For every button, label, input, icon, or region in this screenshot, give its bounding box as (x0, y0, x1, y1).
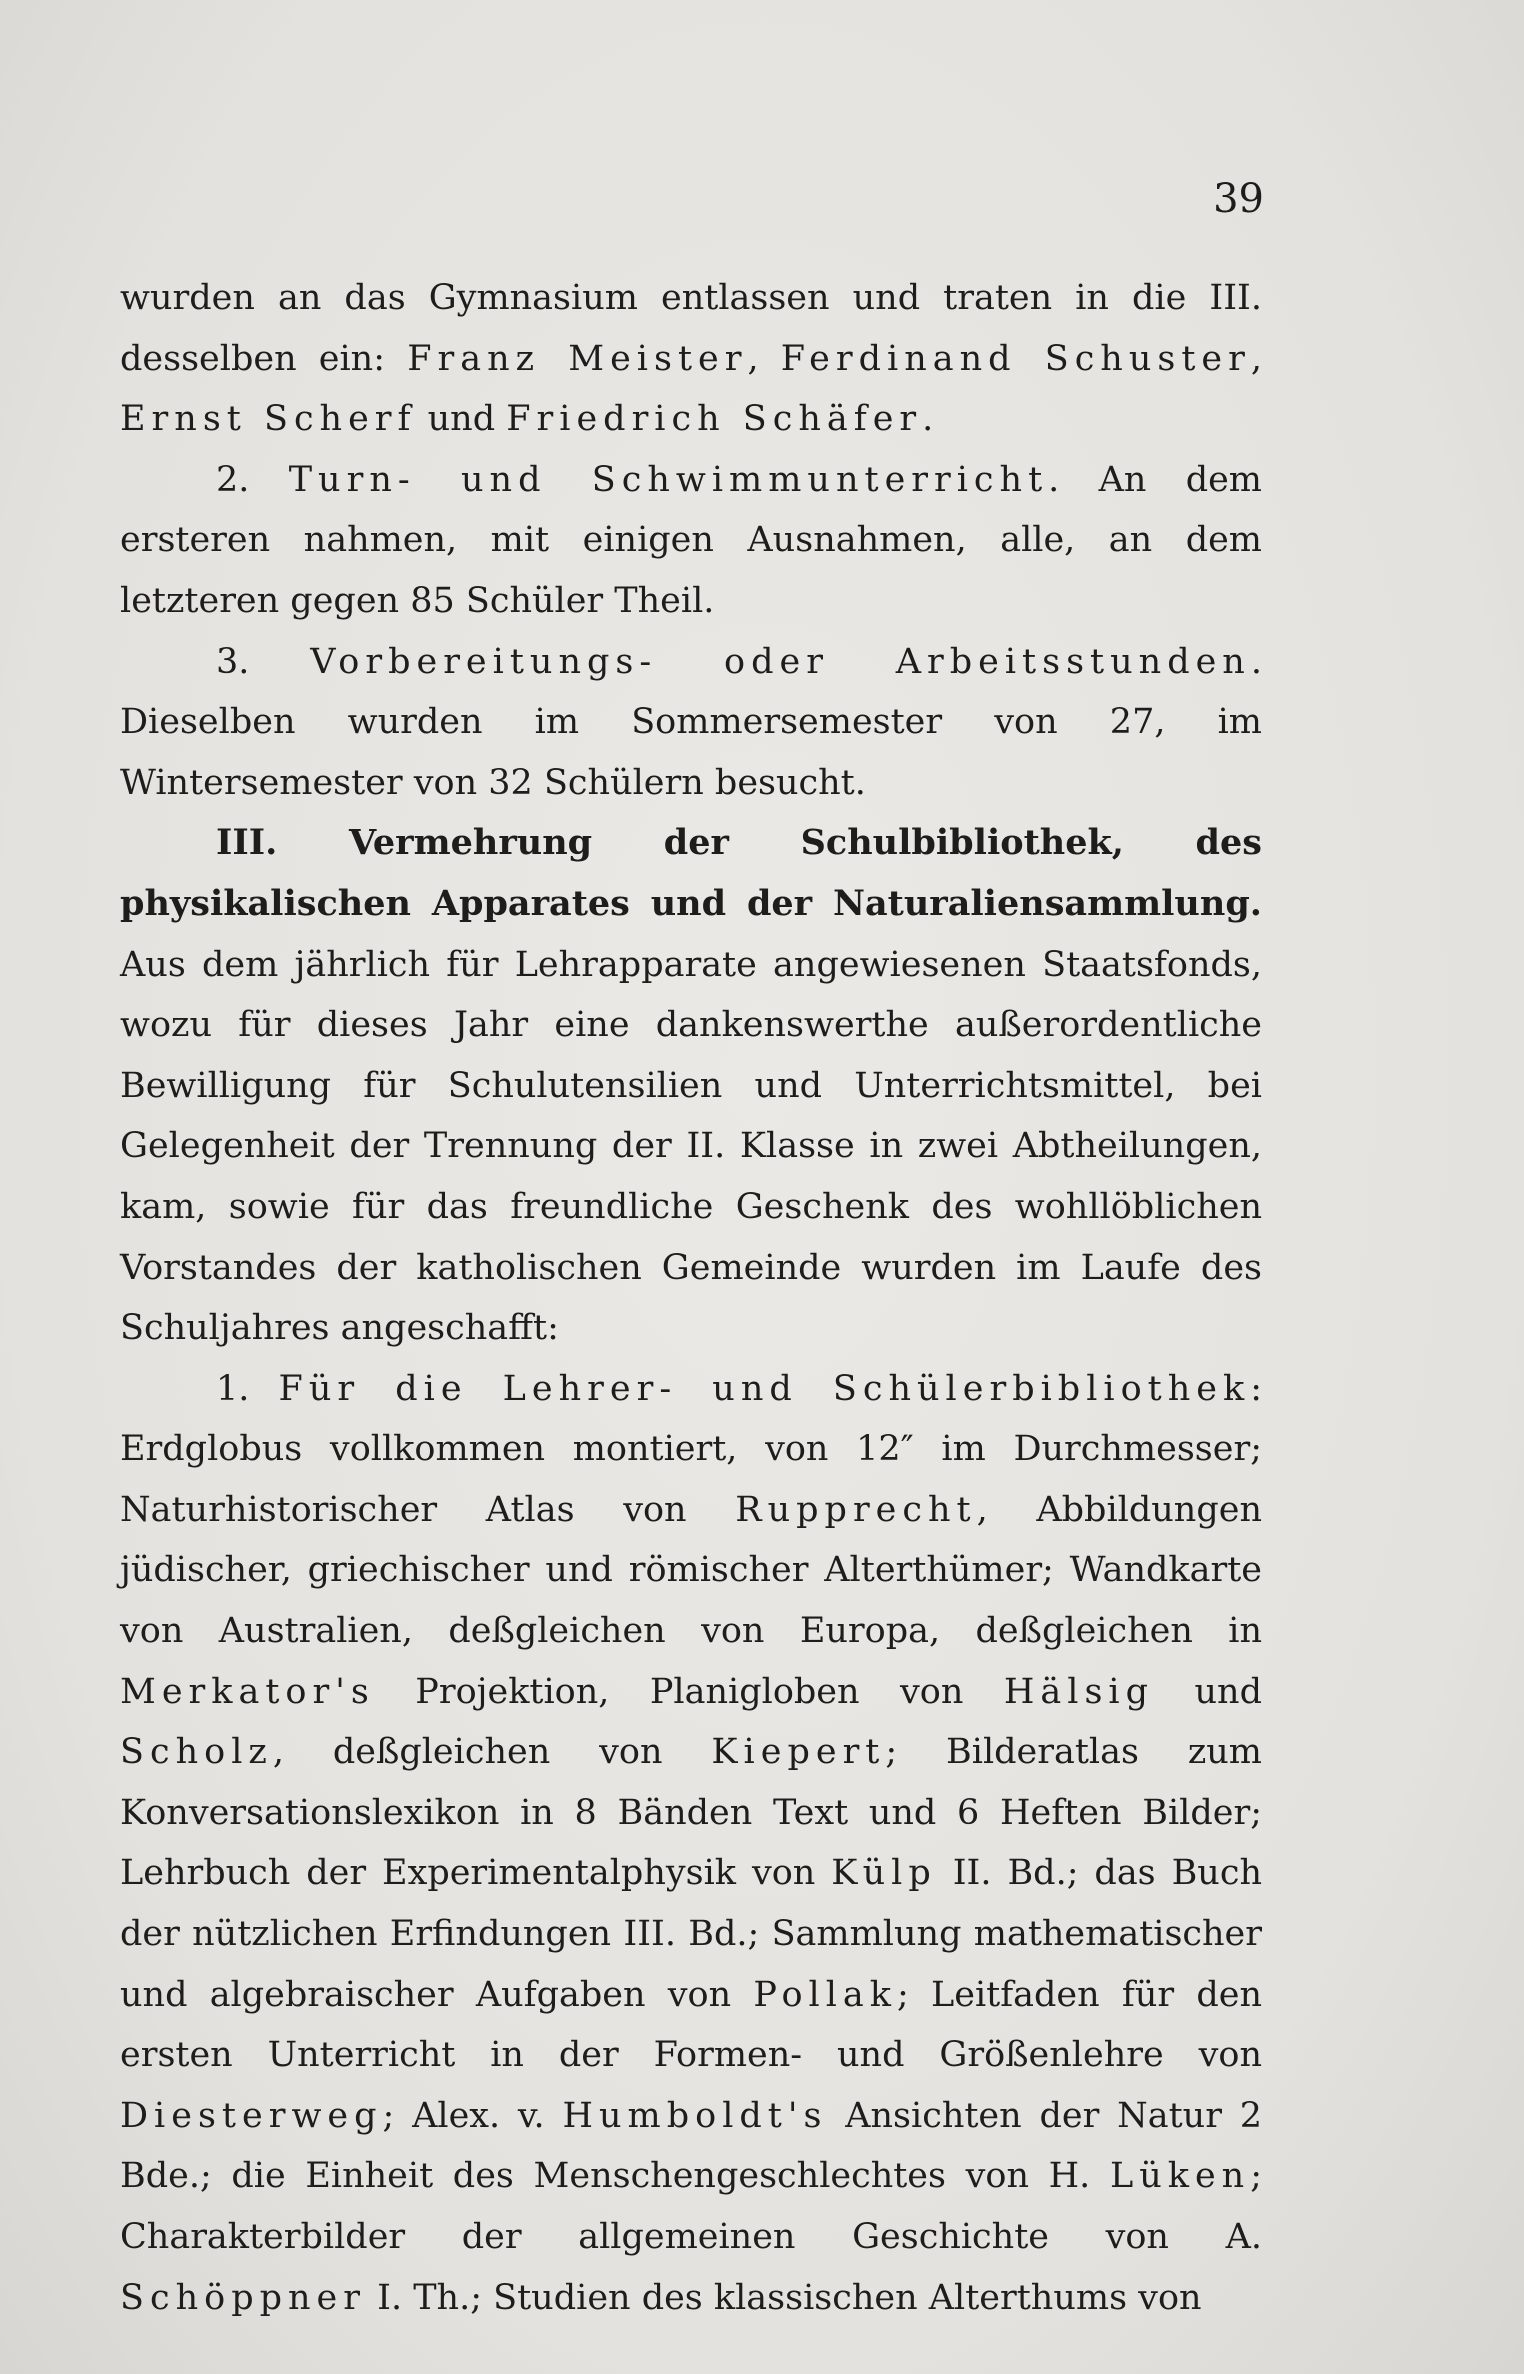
page-number: 39 (1213, 176, 1264, 222)
person-name: Diesterweg (120, 2095, 383, 2136)
item-text: : Erdglobus vollkommen montiert, von 12″ im Durchmesser; Naturhistorischer Atlas von (120, 1368, 1262, 1530)
item-text: ; Bilderatlas zum Konversationslexikon in 8 Bänden Text und 6 Heften Bilder; Lehrbuch der Experimentalphysik von (120, 1732, 1262, 1894)
item-title: Turn- und Schwimmunterricht (288, 459, 1049, 500)
item-text: und (1154, 1671, 1262, 1712)
person-name: Merkator's (120, 1671, 375, 1712)
item-number: 1. (216, 1368, 279, 1409)
person-name: Pollak (753, 1974, 897, 2015)
section-heading: III. Vermehrung der Schulbibliothek, des physikalischen Apparates und der Naturaliensammlung. (120, 822, 1262, 924)
item-number: 3. (216, 641, 311, 682)
person-name: Schöppner (120, 2277, 366, 2318)
item-text: ; Alex. v. (382, 2095, 563, 2136)
person-name: Kiepert (711, 1732, 886, 1773)
section-text: Aus dem jährlich für Lehrapparate angewiesenen Staatsfonds, wozu für dieses Jahr eine dankenswerthe außerordentliche Bewilligung für Schulutensilien und Unterrichtsmittel, bei Gelegenheit der Trennung der II. Klasse in zwei Abtheilungen, kam, sowie für das freundliche Geschenk des wohllöblichen Vorstandes der katholischen Gemeinde wurden im Laufe des Schuljahres angeschafft: (120, 944, 1262, 1349)
p1-text-3: . (922, 399, 934, 440)
item-text: ; Leitfaden für den ersten Unterricht in der Formen- und Größenlehre von (120, 1974, 1262, 2076)
person-name: Humboldt's (562, 2095, 828, 2136)
person-name: Rupprecht (735, 1489, 977, 1530)
paragraph-graduates (120, 268, 1262, 450)
item-title: Für die Lehrer- und Schülerbibliothek (278, 1368, 1251, 1409)
item-text: Projektion, Planigloben von (374, 1671, 1004, 1712)
item-number: 2. (216, 459, 289, 500)
item-text: . An dem ersteren nahmen, mit einigen Ausnahmen, alle, an dem letzteren gegen 85 Schüler Theil. (120, 459, 1262, 621)
person-name: Ferdinand Schuster (780, 338, 1251, 379)
item-text: Ansichten der Natur 2 Bde.; die Einheit des Menschengeschlechtes von H. (120, 2095, 1262, 2197)
p1-text-1: wurden an das Gymnasium entlassen und traten in die III. desselben ein: (120, 278, 1262, 379)
item-text: . Dieselben wurden im Sommersemester von 27, im Wintersemester von 32 Schülern besucht. (120, 641, 1262, 803)
body-text (120, 268, 1262, 2328)
p1-text-2: und (416, 399, 507, 440)
person-name: Lüken (1109, 2156, 1251, 2197)
paragraph-section-iii (120, 813, 1262, 1358)
person-name: Scholz (120, 1732, 273, 1773)
separator: , (747, 338, 781, 379)
paragraph-library-list (120, 1359, 1262, 2329)
item-text: II. Bd.; das Buch der nützlichen Erfindungen III. Bd.; Sammlung mathematischer und algebraischer Aufgaben von (120, 1853, 1262, 2015)
person-name: Hälsig (1003, 1671, 1155, 1712)
item-text: , deßgleichen von (272, 1732, 712, 1773)
item-text: ; Charakterbilder der allgemeinen Geschichte von A. (120, 2156, 1262, 2257)
person-name: Franz Meister (407, 338, 748, 379)
paragraph-gymnastics (120, 450, 1262, 632)
person-name: Külp (831, 1853, 937, 1894)
person-name: Friedrich Schäfer (506, 399, 923, 440)
item-text: , Abbildungen jüdischer, griechischer und römischer Alterthümer; Wandkarte von Australien, deßgleichen von Europa, deßgleichen in (120, 1489, 1262, 1652)
separator: , (1250, 338, 1262, 379)
person-name: Ernst Scherf (120, 399, 417, 440)
item-title: Vorbereitungs- oder Arbeitsstunden (310, 641, 1251, 682)
paragraph-study-hours (120, 632, 1262, 814)
item-text: I. Th.; Studien des klassischen Alterthums von (366, 2277, 1202, 2318)
